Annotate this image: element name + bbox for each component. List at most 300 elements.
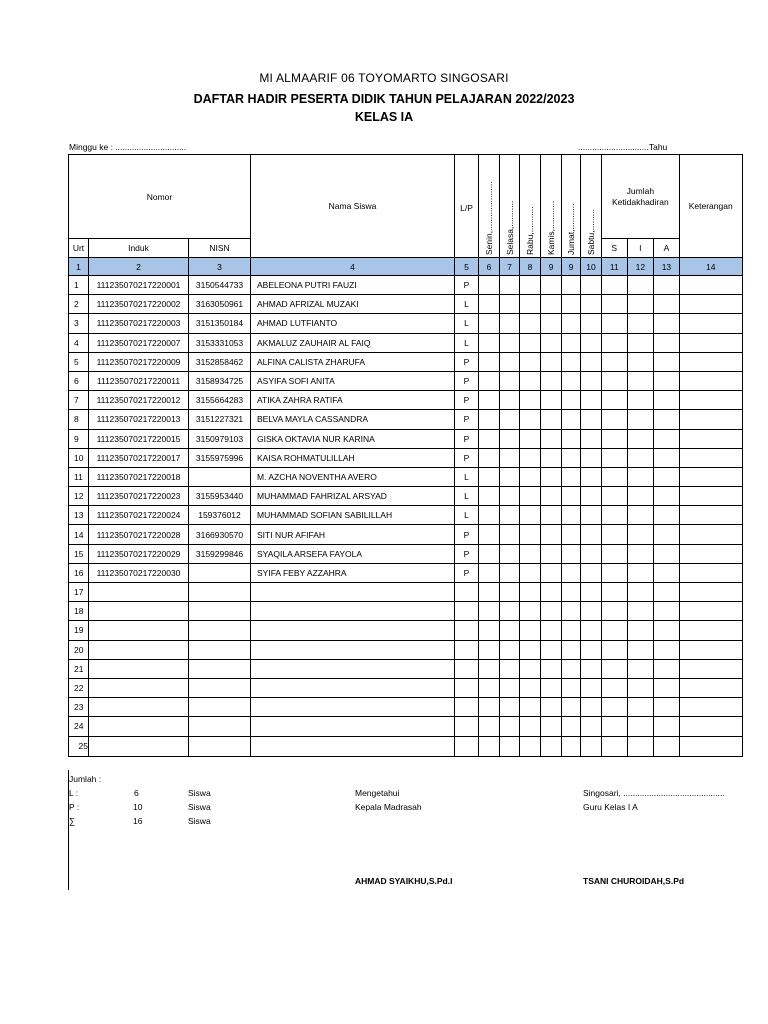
document-title: DAFTAR HADIR PESERTA DIDIK TAHUN PELAJARAN 2022/2023 [193, 92, 575, 106]
attendance-day-cell [520, 506, 541, 525]
attendance-day-cell [562, 352, 581, 371]
absence-count-cell [602, 544, 628, 563]
induk-cell [89, 621, 189, 640]
keterangan-cell [679, 525, 742, 544]
absence-count-cell [654, 563, 680, 582]
absence-count-cell [602, 621, 628, 640]
guru-kelas-name: TSANI CHUROIDAH,S.Pd [583, 876, 685, 886]
attendance-day-cell [581, 429, 602, 448]
induk-cell: 111235070217220024 [89, 506, 189, 525]
keterangan-cell [679, 467, 742, 486]
attendance-day-cell [479, 448, 500, 467]
absence-count-cell [602, 678, 628, 697]
jumlah-label: Jumlah : [69, 774, 102, 784]
induk-cell [89, 698, 189, 717]
absence-count-cell [627, 352, 654, 371]
attendance-day-cell [500, 448, 520, 467]
attendance-day-cell [541, 448, 562, 467]
absence-count-cell [654, 602, 680, 621]
absence-count-cell [654, 467, 680, 486]
attendance-day-cell [581, 333, 602, 352]
induk-cell [89, 602, 189, 621]
attendance-day-cell [520, 314, 541, 333]
student-name-cell: BELVA MAYLA CASSANDRA [251, 410, 455, 429]
absence-count-cell [627, 621, 654, 640]
attendance-day-cell [541, 429, 562, 448]
gender-cell: P [455, 352, 479, 371]
row-number-cell: 1 [69, 276, 89, 295]
attendance-day-cell [581, 583, 602, 602]
izin-header: I [627, 239, 654, 258]
induk-cell: 111235070217220023 [89, 487, 189, 506]
attendance-day-cell [562, 563, 581, 582]
attendance-day-cell [581, 678, 602, 697]
induk-header: Induk [89, 239, 189, 258]
attendance-day-cell [581, 314, 602, 333]
absence-count-cell [602, 295, 628, 314]
day-header-senin: Senin,..................... [479, 155, 500, 258]
attendance-day-cell [562, 640, 581, 659]
absence-count-cell [654, 678, 680, 697]
row-number-cell: 13 [69, 506, 89, 525]
table-row [69, 717, 743, 736]
day-header-rabu: Rabu,........... [520, 155, 541, 258]
table-row [69, 544, 743, 563]
attendance-day-cell [520, 621, 541, 640]
absence-count-cell [602, 371, 628, 390]
absence-count-cell [602, 448, 628, 467]
absence-count-cell [602, 276, 628, 295]
table-row [69, 506, 743, 525]
row-number-cell: 17 [69, 583, 89, 602]
p-siswa: Siswa [188, 802, 211, 812]
absence-count-cell [654, 276, 680, 295]
row-number-cell: 14 [69, 525, 89, 544]
keterangan-cell [679, 563, 742, 582]
absence-count-cell [654, 314, 680, 333]
row-number-cell: 22 [69, 678, 89, 697]
student-name-cell: AHMAD AFRIZAL MUZAKI [251, 295, 455, 314]
gender-cell: L [455, 467, 479, 486]
absence-count-cell [654, 659, 680, 678]
attendance-day-cell [562, 371, 581, 390]
l-count: 6 [134, 788, 139, 798]
guru-kelas-label: Guru Kelas I A [583, 802, 638, 812]
student-name-cell: ABELEONA PUTRI FAUZI [251, 276, 455, 295]
attendance-day-cell [500, 467, 520, 486]
attendance-day-cell [562, 736, 581, 756]
attendance-day-cell [581, 371, 602, 390]
gender-cell: L [455, 333, 479, 352]
gender-cell [455, 736, 479, 756]
nisn-header: NISN [189, 239, 251, 258]
absence-count-cell [627, 525, 654, 544]
attendance-day-cell [562, 525, 581, 544]
row-number-cell: 2 [69, 295, 89, 314]
absence-count-cell [654, 544, 680, 563]
table-row [69, 276, 743, 295]
attendance-day-cell [541, 544, 562, 563]
attendance-day-cell [479, 506, 500, 525]
attendance-day-cell [500, 717, 520, 736]
keterangan-cell [679, 698, 742, 717]
induk-cell: 111235070217220013 [89, 410, 189, 429]
attendance-day-cell [520, 410, 541, 429]
attendance-day-cell [479, 678, 500, 697]
gender-cell: P [455, 563, 479, 582]
attendance-day-cell [479, 487, 500, 506]
induk-cell [89, 717, 189, 736]
student-name-cell: MUHAMMAD FAHRIZAL ARSYAD [251, 487, 455, 506]
column-number-cell: 11 [602, 258, 628, 276]
gender-cell: P [455, 276, 479, 295]
day-header-kamis: Kamis,............ [541, 155, 562, 258]
p-label: P : [69, 802, 80, 812]
attendance-day-cell [562, 506, 581, 525]
attendance-day-cell [479, 525, 500, 544]
absence-count-cell [654, 391, 680, 410]
attendance-day-cell [562, 448, 581, 467]
attendance-day-cell [479, 333, 500, 352]
absence-count-cell [654, 640, 680, 659]
absence-count-cell [627, 563, 654, 582]
student-name-cell: SYAQILA ARSEFA FAYOLA [251, 544, 455, 563]
nisn-cell: 3155953440 [189, 487, 251, 506]
attendance-day-cell [479, 467, 500, 486]
induk-cell: 111235070217220015 [89, 429, 189, 448]
nisn-cell [189, 659, 251, 678]
keterangan-cell [679, 621, 742, 640]
absence-count-cell [654, 717, 680, 736]
student-name-cell: AHMAD LUTFIANTO [251, 314, 455, 333]
attendance-day-cell [500, 736, 520, 756]
absence-count-cell [627, 276, 654, 295]
absence-count-cell [654, 736, 680, 756]
student-name-cell [251, 583, 455, 602]
attendance-day-cell [520, 371, 541, 390]
kepala-madrasah-name: AHMAD SYAIKHU,S.Pd.I [355, 876, 453, 886]
nisn-cell: 3153331053 [189, 333, 251, 352]
column-number-cell: 9 [541, 258, 562, 276]
attendance-day-cell [520, 487, 541, 506]
absence-count-cell [602, 659, 628, 678]
table-row [69, 391, 743, 410]
attendance-day-cell [541, 333, 562, 352]
student-name-cell [251, 659, 455, 678]
attendance-day-cell [500, 525, 520, 544]
absence-count-cell [654, 333, 680, 352]
induk-cell [89, 640, 189, 659]
absence-count-cell [602, 583, 628, 602]
attendance-day-cell [541, 487, 562, 506]
table-row [69, 314, 743, 333]
attendance-day-cell [581, 698, 602, 717]
induk-cell: 111235070217220009 [89, 352, 189, 371]
gender-cell: L [455, 314, 479, 333]
l-label: L : [69, 788, 79, 798]
table-row [69, 371, 743, 390]
gender-cell: P [455, 429, 479, 448]
attendance-day-cell [520, 698, 541, 717]
gender-cell [455, 717, 479, 736]
attendance-day-cell [541, 640, 562, 659]
attendance-day-cell [581, 410, 602, 429]
attendance-day-cell [562, 659, 581, 678]
attendance-day-cell [581, 525, 602, 544]
attendance-day-cell [500, 583, 520, 602]
absence-count-cell [627, 333, 654, 352]
induk-cell: 111235070217220017 [89, 448, 189, 467]
attendance-day-cell [520, 563, 541, 582]
attendance-day-cell [562, 295, 581, 314]
absence-count-cell [602, 352, 628, 371]
column-number-row [69, 258, 743, 276]
row-number-cell: 18 [69, 602, 89, 621]
nisn-cell: 3152858462 [189, 352, 251, 371]
absence-count-cell [654, 506, 680, 525]
induk-cell [89, 736, 189, 756]
attendance-day-cell [562, 276, 581, 295]
row-number-cell: 20 [69, 640, 89, 659]
keterangan-cell [679, 410, 742, 429]
attendance-day-cell [500, 621, 520, 640]
sum-count: 16 [133, 816, 143, 826]
keterangan-cell [679, 391, 742, 410]
attendance-day-cell [581, 621, 602, 640]
absence-count-cell [627, 659, 654, 678]
keterangan-cell [679, 602, 742, 621]
absence-count-cell [627, 371, 654, 390]
attendance-day-cell [500, 314, 520, 333]
absence-count-cell [602, 314, 628, 333]
nisn-cell [189, 602, 251, 621]
attendance-day-cell [500, 563, 520, 582]
attendance-day-cell [500, 640, 520, 659]
student-name-cell [251, 698, 455, 717]
induk-cell: 111235070217220007 [89, 333, 189, 352]
absence-count-cell [627, 698, 654, 717]
attendance-day-cell [581, 448, 602, 467]
absence-count-cell [602, 563, 628, 582]
absence-count-cell [602, 525, 628, 544]
attendance-day-cell [541, 410, 562, 429]
jumlah-ketidakhadiran-header: Jumlah Ketidakhadiran [602, 155, 680, 239]
absence-count-cell [627, 295, 654, 314]
induk-cell: 111235070217220003 [89, 314, 189, 333]
gender-cell [455, 602, 479, 621]
attendance-day-cell [500, 371, 520, 390]
nisn-cell: 3151227321 [189, 410, 251, 429]
sum-label: ∑ [69, 816, 76, 826]
absence-count-cell [654, 487, 680, 506]
table-row [69, 487, 743, 506]
row-number-cell: 3 [69, 314, 89, 333]
absence-count-cell [627, 467, 654, 486]
keterangan-cell [679, 640, 742, 659]
table-row [69, 448, 743, 467]
day-header-jumat: Jumat,........... [562, 155, 581, 258]
absence-count-cell [627, 487, 654, 506]
attendance-day-cell [520, 391, 541, 410]
student-name-cell: ASYIFA SOFI ANITA [251, 371, 455, 390]
nisn-cell: 3150544733 [189, 276, 251, 295]
attendance-day-cell [581, 467, 602, 486]
absence-count-cell [627, 736, 654, 756]
absence-count-cell [627, 391, 654, 410]
attendance-day-cell [520, 448, 541, 467]
keterangan-cell [679, 276, 742, 295]
column-number-cell: 9 [562, 258, 581, 276]
absence-count-cell [627, 429, 654, 448]
day-header-selasa: Selasa,........... [500, 155, 520, 258]
table-row [69, 640, 743, 659]
row-number-cell: 19 [69, 621, 89, 640]
gender-cell [455, 583, 479, 602]
column-number-cell: 10 [581, 258, 602, 276]
table-row [69, 352, 743, 371]
induk-cell [89, 583, 189, 602]
alpha-header: A [654, 239, 680, 258]
induk-cell: 111235070217220001 [89, 276, 189, 295]
induk-cell: 111235070217220012 [89, 391, 189, 410]
row-number-cell: 9 [69, 429, 89, 448]
attendance-day-cell [520, 583, 541, 602]
row-number-cell: 25 [69, 736, 89, 756]
nisn-cell: 159376012 [189, 506, 251, 525]
attendance-day-cell [541, 717, 562, 736]
nisn-cell [189, 563, 251, 582]
attendance-day-cell [520, 659, 541, 678]
attendance-day-cell [562, 429, 581, 448]
keterangan-cell [679, 333, 742, 352]
attendance-day-cell [581, 736, 602, 756]
attendance-day-cell [479, 276, 500, 295]
nisn-cell: 3151350184 [189, 314, 251, 333]
nisn-cell: 3159299846 [189, 544, 251, 563]
gender-cell: P [455, 448, 479, 467]
column-number-cell: 12 [627, 258, 654, 276]
attendance-day-cell [520, 736, 541, 756]
row-number-cell: 12 [69, 487, 89, 506]
row-number-cell: 7 [69, 391, 89, 410]
sakit-header: S [602, 239, 628, 258]
attendance-day-cell [500, 295, 520, 314]
student-name-cell [251, 717, 455, 736]
attendance-day-cell [479, 717, 500, 736]
table-row [69, 583, 743, 602]
attendance-day-cell [479, 429, 500, 448]
keterangan-cell [679, 371, 742, 390]
attendance-day-cell [541, 467, 562, 486]
nomor-header: Nomor [69, 155, 251, 239]
nisn-cell: 3155664283 [189, 391, 251, 410]
attendance-day-cell [479, 736, 500, 756]
attendance-day-cell [500, 333, 520, 352]
keterangan-cell [679, 717, 742, 736]
attendance-day-cell [500, 602, 520, 621]
table-row [69, 563, 743, 582]
row-number-cell: 21 [69, 659, 89, 678]
school-name: MI ALMAARIF 06 TOYOMARTO SINGOSARI [259, 71, 509, 85]
attendance-day-cell [479, 698, 500, 717]
student-name-cell [251, 602, 455, 621]
student-name-cell: M. AZCHA NOVENTHA AVERO [251, 467, 455, 486]
absence-count-cell [602, 717, 628, 736]
attendance-day-cell [581, 352, 602, 371]
table-row [69, 621, 743, 640]
table-row [69, 333, 743, 352]
absence-count-cell [602, 736, 628, 756]
attendance-day-cell [581, 563, 602, 582]
absence-count-cell [654, 448, 680, 467]
gender-cell: L [455, 295, 479, 314]
attendance-day-cell [520, 429, 541, 448]
nisn-cell [189, 621, 251, 640]
absence-count-cell [627, 314, 654, 333]
absence-count-cell [602, 487, 628, 506]
column-number-cell: 3 [189, 258, 251, 276]
attendance-day-cell [479, 371, 500, 390]
absence-count-cell [627, 602, 654, 621]
nisn-cell: 3158934725 [189, 371, 251, 390]
attendance-table [68, 154, 743, 757]
attendance-day-cell [520, 525, 541, 544]
student-name-cell [251, 736, 455, 756]
column-number-cell: 14 [679, 258, 742, 276]
attendance-day-cell [500, 352, 520, 371]
nisn-cell: 3163050961 [189, 295, 251, 314]
induk-cell: 111235070217220029 [89, 544, 189, 563]
attendance-day-cell [581, 506, 602, 525]
absence-count-cell [602, 640, 628, 659]
attendance-day-cell [562, 544, 581, 563]
attendance-day-cell [581, 295, 602, 314]
student-name-cell: MUHAMMAD SOFIAN SABILILLAH [251, 506, 455, 525]
attendance-day-cell [479, 659, 500, 678]
keterangan-cell [679, 487, 742, 506]
attendance-day-cell [562, 583, 581, 602]
attendance-day-cell [541, 736, 562, 756]
nisn-cell: 3155975996 [189, 448, 251, 467]
absence-count-cell [602, 698, 628, 717]
induk-cell [89, 678, 189, 697]
gender-cell: P [455, 525, 479, 544]
attendance-day-cell [581, 659, 602, 678]
attendance-day-cell [500, 429, 520, 448]
attendance-day-cell [541, 276, 562, 295]
student-name-cell: GISKA OKTAVIA NUR KARINA [251, 429, 455, 448]
attendance-day-cell [562, 621, 581, 640]
nisn-cell: 3150979103 [189, 429, 251, 448]
keterangan-cell [679, 295, 742, 314]
student-name-cell [251, 678, 455, 697]
table-row [69, 410, 743, 429]
attendance-day-cell [479, 563, 500, 582]
year-label: ..............................Tahu [578, 142, 668, 152]
absence-count-cell [627, 583, 654, 602]
table-row [69, 659, 743, 678]
keterangan-cell [679, 736, 742, 756]
keterangan-cell [679, 506, 742, 525]
gender-cell [455, 678, 479, 697]
p-count: 10 [133, 802, 143, 812]
nisn-cell [189, 698, 251, 717]
attendance-day-cell [581, 544, 602, 563]
attendance-day-cell [562, 678, 581, 697]
table-row [69, 467, 743, 486]
attendance-day-cell [500, 659, 520, 678]
attendance-day-cell [479, 410, 500, 429]
